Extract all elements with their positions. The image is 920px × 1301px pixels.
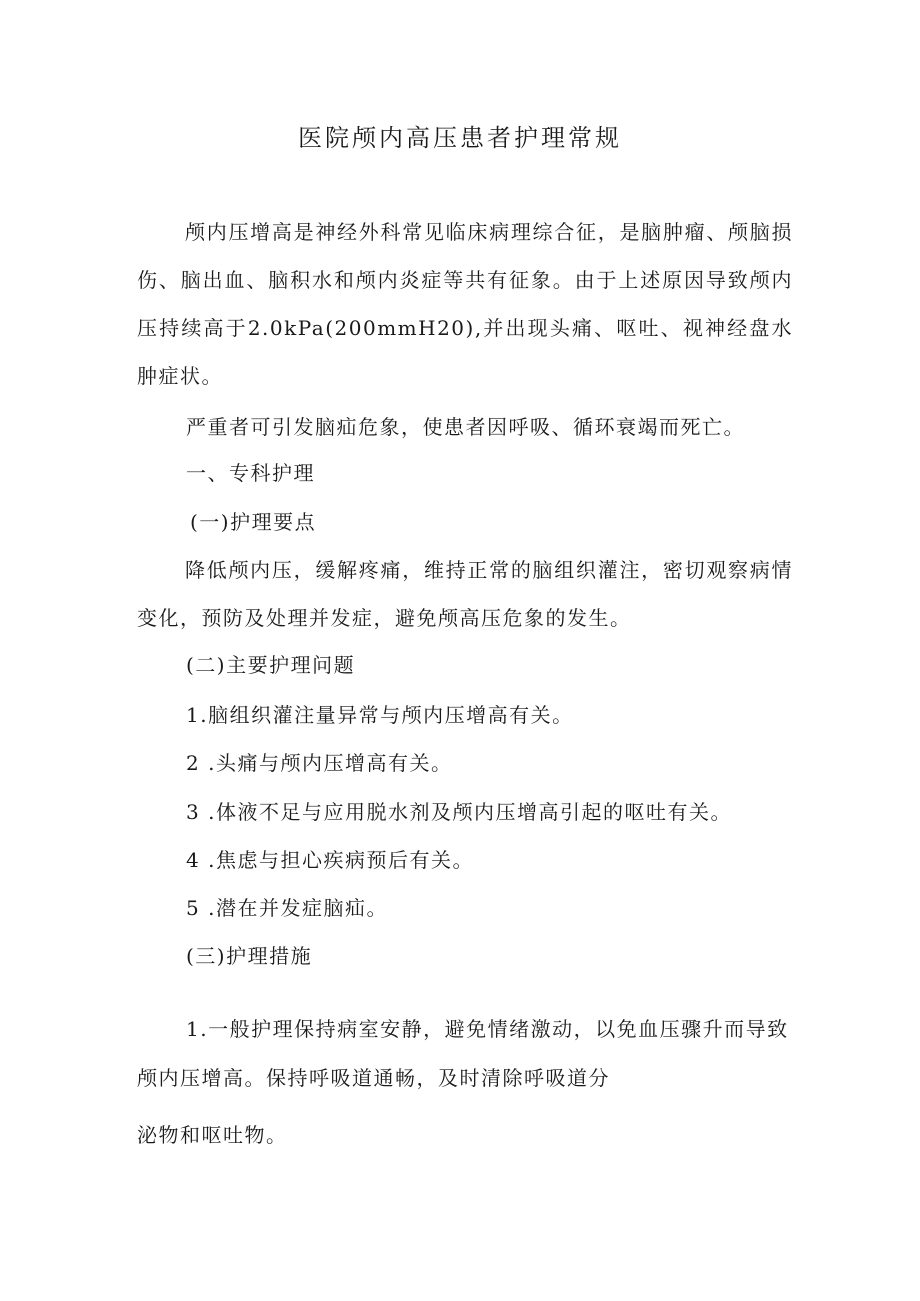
measure-1-line-3: 泌物和呕吐物。 [137,1123,288,1147]
problem-item-1: 1.脑组织灌注量异常与颅内压增高有关。 [186,703,574,727]
document-title: 医院颅内高压患者护理常规 [298,124,622,152]
problem-item-2: 2 .头痛与颅内压增高有关。 [186,751,453,775]
measure-1-line-1: 1.一般护理保持病室安静，避免情绪激动，以免血压骤升而导致 [186,1017,789,1041]
subheading-care-points: (一)护理要点 [190,510,317,534]
problem-item-5: 5 .潜在并发症脑疝。 [186,896,388,920]
problem-item-4: 4 .焦虑与担心疾病预后有关。 [186,848,474,872]
subheading-main-problems: (二)主要护理问题 [186,653,356,677]
problem-item-3: 3 .体液不足与应用脱水剂及颅内压增高引起的呕吐有关。 [186,800,732,824]
subheading-care-measures: (三)护理措施 [186,944,313,968]
measure-1-line-2: 颅内压增高。保持呼吸道通畅，及时清除呼吸道分 [137,1066,610,1090]
section-heading-specialty-care: 一、专科护理 [186,461,315,485]
intro-paragraph: 颅内压增高是神经外科常见临床病理综合征，是脑肿瘤、颅脑损伤、脑出血、脑积水和颅内炎症等共有征象。由于上述原因导致颅内压持续高于2.0kPa(200mmH20),并出现头痛、呕吐、视神经盘水肿症状。 [137,220,793,388]
care-points-paragraph: 降低颅内压，缓解疼痛，维持正常的脑组织灌注，密切观察病情变化，预防及处理并发症，避免颅高压危象的发生。 [137,558,793,630]
severe-paragraph: 严重者可引发脑疝危象，使患者因呼吸、循环衰竭而死亡。 [186,415,745,439]
